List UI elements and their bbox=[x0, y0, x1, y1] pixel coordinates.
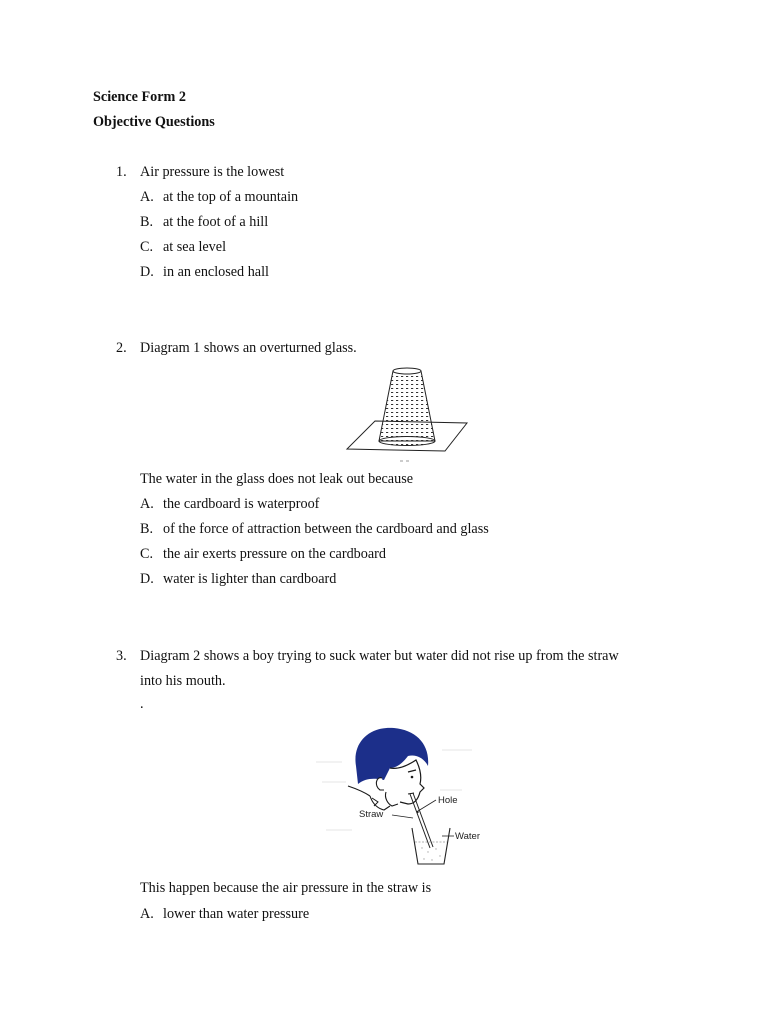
question-number: 1. bbox=[116, 164, 127, 180]
option-text: the air exerts pressure on the cardboard bbox=[163, 546, 386, 562]
boy-straw-diagram bbox=[312, 720, 492, 870]
question-stem: Diagram 1 shows an overturned glass. bbox=[140, 340, 357, 356]
document-subtitle: Objective Questions bbox=[93, 114, 215, 130]
question-number: 3. bbox=[116, 648, 127, 664]
option-letter: C. bbox=[140, 239, 154, 255]
option-letter: A. bbox=[140, 906, 154, 922]
question-followup: The water in the glass does not leak out because bbox=[140, 471, 414, 487]
option-letter: A. bbox=[140, 496, 154, 512]
question-followup: This happen because the air pressure in the straw is bbox=[140, 880, 432, 896]
option-text: water is lighter than cardboard bbox=[163, 571, 337, 587]
option-letter: A. bbox=[140, 189, 154, 205]
option-text: in an enclosed hall bbox=[163, 264, 269, 280]
diagram-label-water: Water bbox=[455, 831, 480, 842]
option-text: the cardboard is waterproof bbox=[163, 496, 320, 512]
option-text: at sea level bbox=[163, 239, 227, 255]
question-stem: Air pressure is the lowest bbox=[140, 164, 285, 180]
question-number: 2. bbox=[116, 340, 127, 356]
option-letter: D. bbox=[140, 571, 154, 587]
option-text: at the foot of a hill bbox=[163, 214, 269, 230]
diagram-label-straw: Straw bbox=[359, 809, 384, 820]
diagram-label-hole: Hole bbox=[438, 795, 458, 806]
option-letter: D. bbox=[140, 264, 154, 280]
option-text: at the top of a mountain bbox=[163, 189, 299, 205]
stray-mark: . bbox=[140, 696, 144, 712]
overturned-glass-diagram bbox=[345, 363, 475, 463]
document-title: Science Form 2 bbox=[93, 89, 186, 105]
option-letter: C. bbox=[140, 546, 154, 562]
option-letter: B. bbox=[140, 521, 154, 537]
option-text: of the force of attraction between the cardboard and glass bbox=[163, 521, 489, 537]
option-letter: B. bbox=[140, 214, 154, 230]
question-stem-line-1: Diagram 2 shows a boy trying to suck water but water did not rise up from the straw bbox=[140, 648, 619, 664]
option-text: lower than water pressure bbox=[163, 906, 310, 922]
question-stem-line-2: into his mouth. bbox=[140, 673, 226, 689]
